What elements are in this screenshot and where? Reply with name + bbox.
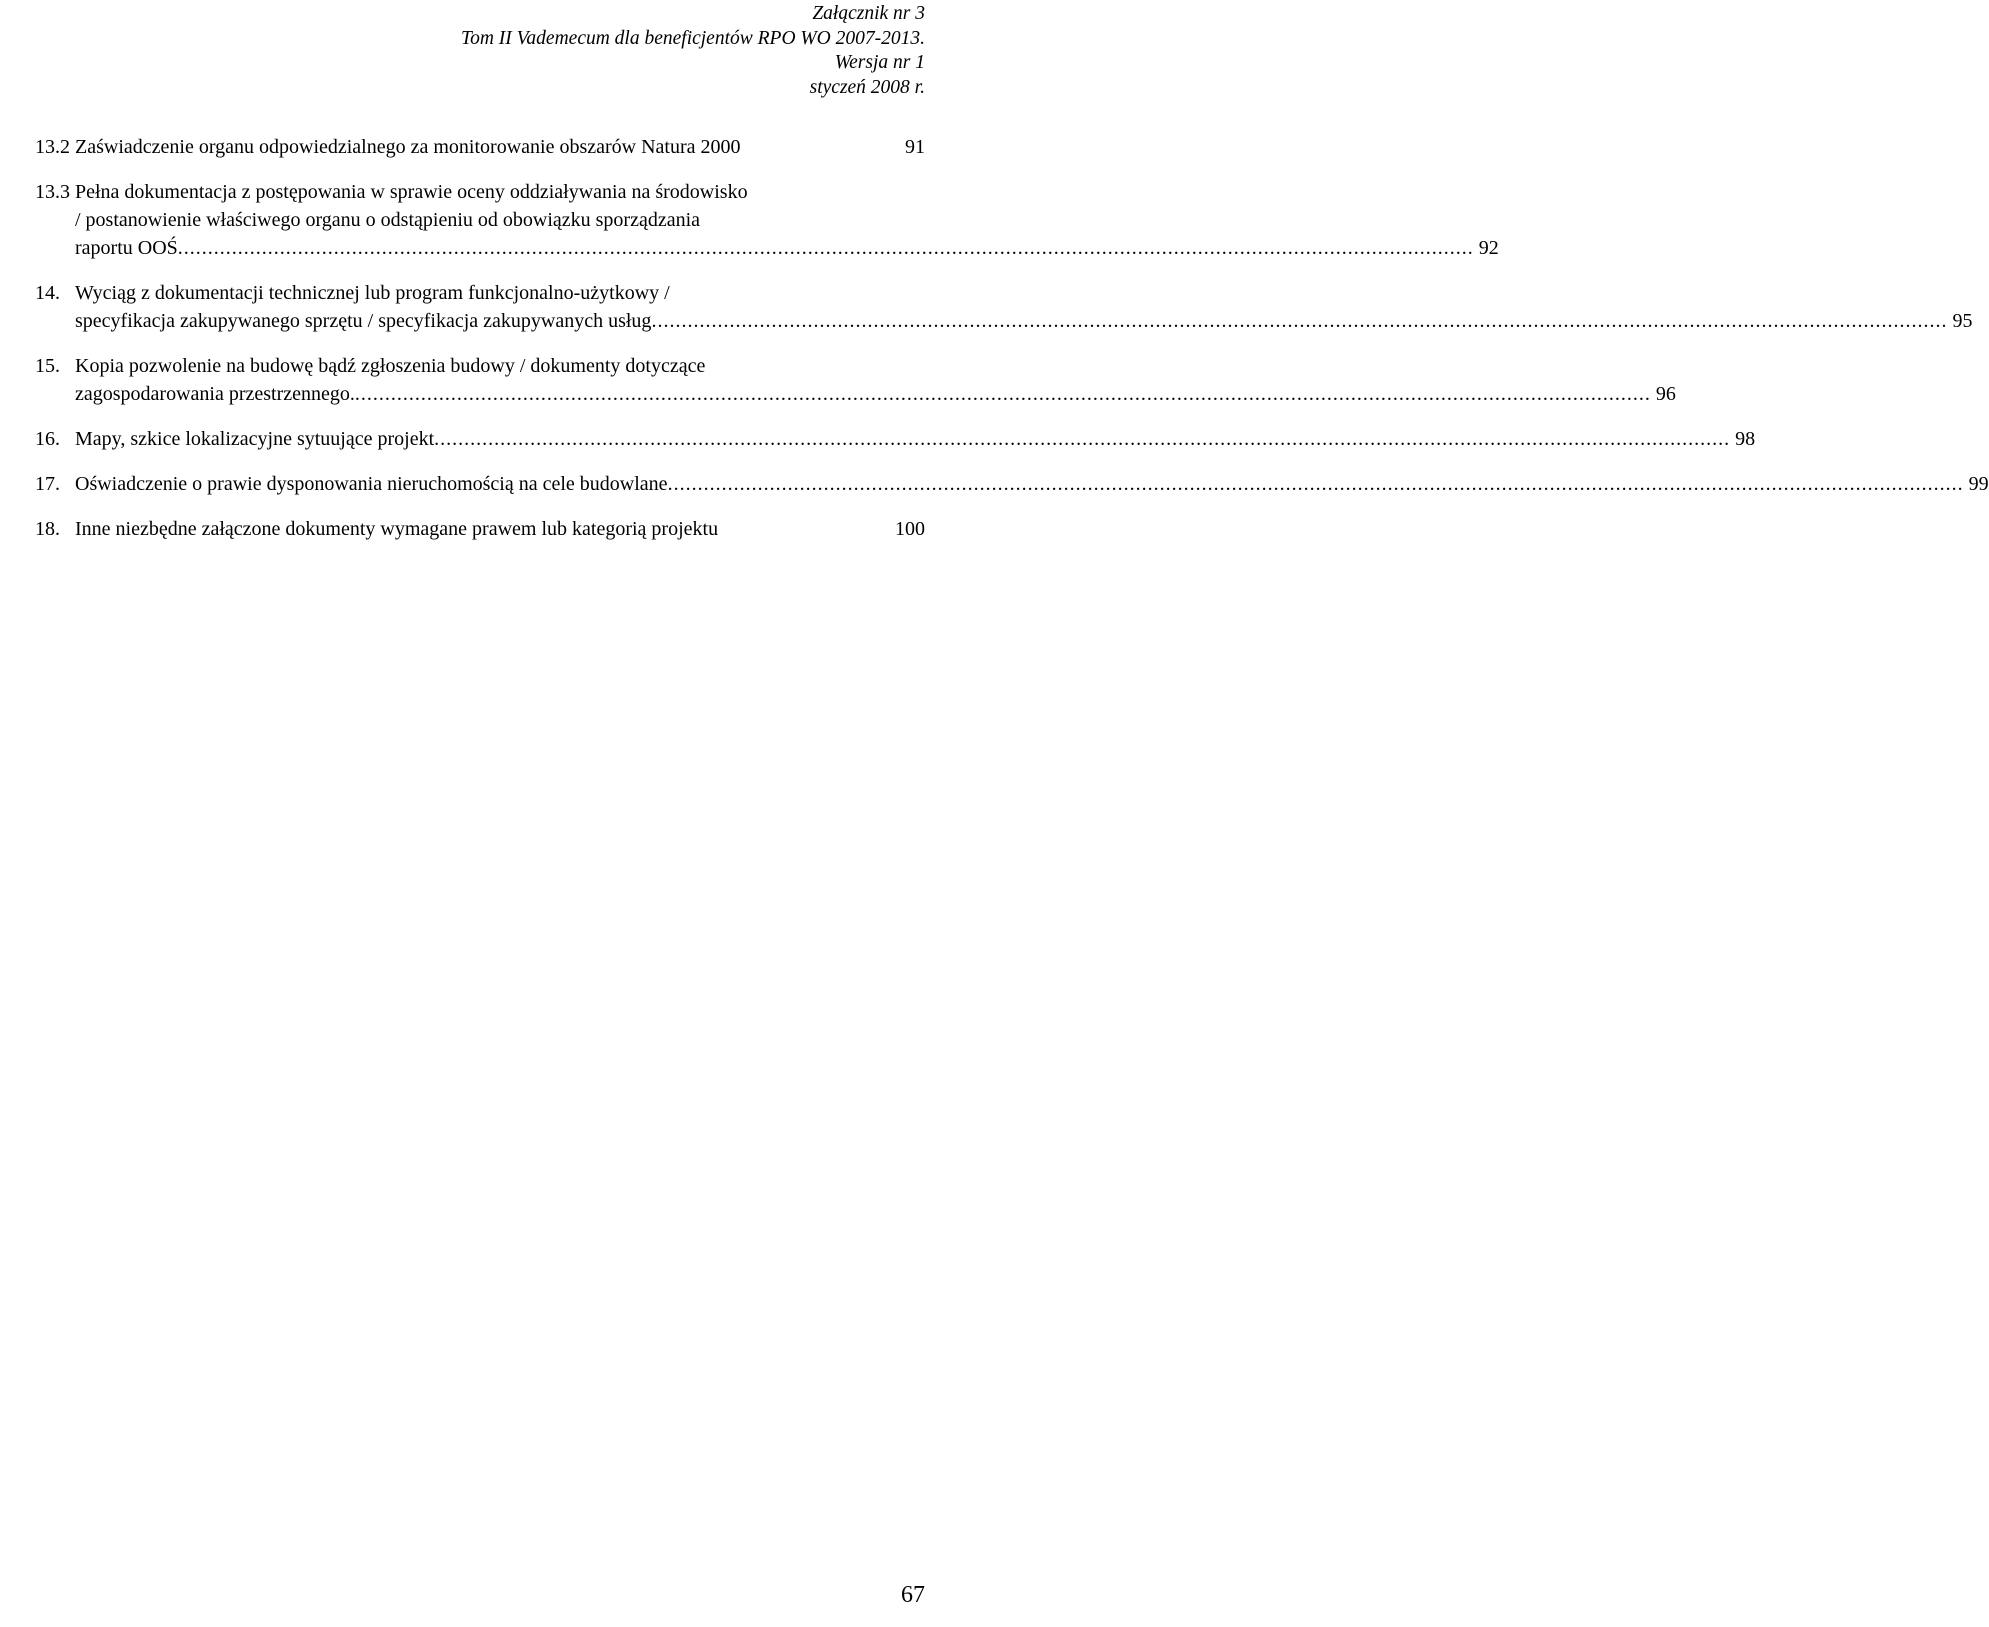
toc-entry-page: 100 (895, 518, 925, 540)
toc-entry-title-line: raportu OOŚ (75, 237, 178, 259)
toc-entry-number: 13.2 (35, 136, 70, 158)
toc-entry-title-line: Wyciąg z dokumentacji technicznej lub program funkcjonalno-użytkowy / (75, 282, 670, 304)
toc-entry-title-line: Pełna dokumentacja z postępowania w sprawie oceny oddziaływania na środowisko (75, 181, 748, 203)
toc-entry-title-line: Kopia pozwolenie na budowę bądź zgłoszenia budowy / dokumenty dotyczące (75, 355, 706, 377)
toc-entry-number: 13.3 (35, 181, 70, 203)
toc-entry-number: 15. (35, 355, 60, 377)
dot-leader (668, 470, 1964, 498)
dot-leader (434, 425, 1730, 453)
toc-entry-last-line (75, 515, 925, 543)
header-version: Wersja nr 1 (834, 52, 925, 73)
toc-entry[interactable] (35, 279, 1973, 335)
document-header (461, 2, 925, 100)
toc-entry[interactable] (35, 515, 925, 543)
toc-entry-last-line (75, 234, 1499, 262)
toc-entry-last-line (75, 470, 1989, 498)
toc-entry-title-line: specyfikacja zakupywanego sprzętu / specyfikacja zakupywanych usług (75, 310, 652, 332)
toc-entry-title-line: Oświadczenie o prawie dysponowania nieruchomością na cele budowlane (75, 473, 668, 495)
dot-leader (178, 234, 1474, 262)
toc-entry-page: 95 (1952, 310, 1973, 332)
toc-entry-title-line: Mapy, szkice lokalizacyjne sytuujące projekt (75, 428, 435, 450)
toc-entry-body (75, 133, 925, 161)
toc-entry-last-line (75, 380, 1676, 408)
toc-entry[interactable] (35, 470, 1989, 498)
toc-entry-body (75, 279, 1972, 335)
toc-entry-body (75, 470, 1989, 498)
toc-entry-last-line (75, 133, 925, 161)
toc-entry-page: 96 (1655, 383, 1676, 405)
toc-entry-number: 14. (35, 282, 60, 304)
header-date: styczeń 2008 r. (809, 76, 925, 98)
toc-entry-number: 18. (35, 518, 60, 540)
toc-entry-title-line: Zaświadczenie organu odpowiedzialnego za monitorowanie obszarów Natura 2000 (75, 136, 741, 158)
header-attachment-label: Załącznik nr 3 (812, 3, 925, 24)
toc-entry-body (75, 352, 1676, 408)
toc-entry-title-line: / postanowienie właściwego organu o odstąpieniu od obowiązku sporządzania (75, 209, 701, 231)
toc-entry-page: 99 (1968, 473, 1989, 495)
toc-entry[interactable] (35, 178, 1499, 262)
page-number: 67 (901, 1582, 925, 1608)
toc-entry-page: 91 (905, 136, 925, 158)
dot-leader (651, 307, 1947, 335)
toc-entry-title-line: zagospodarowania przestrzennego. (75, 383, 355, 405)
dot-leader (355, 380, 1651, 408)
toc-entry-body (75, 425, 1755, 453)
toc-entry-body (75, 178, 1499, 262)
toc-entry[interactable] (35, 425, 1756, 453)
header-volume-title: Tom II Vademecum dla beneficjentów RPO WO 2007-2013. (461, 27, 925, 49)
toc-entry-body (75, 515, 925, 543)
toc-entry-last-line (75, 307, 1972, 335)
toc-entry-number: 17. (35, 473, 60, 495)
toc-entry[interactable] (35, 133, 925, 161)
toc-entry[interactable] (35, 352, 1676, 408)
toc-entry-title-line: Inne niezbędne załączone dokumenty wymagane prawem lub kategorią projektu (75, 518, 719, 540)
toc-entry-number: 16. (35, 428, 60, 450)
table-of-contents (35, 133, 1989, 560)
toc-entry-last-line (75, 425, 1755, 453)
toc-entry-page: 98 (1735, 428, 1756, 450)
toc-entry-page: 92 (1478, 237, 1499, 259)
